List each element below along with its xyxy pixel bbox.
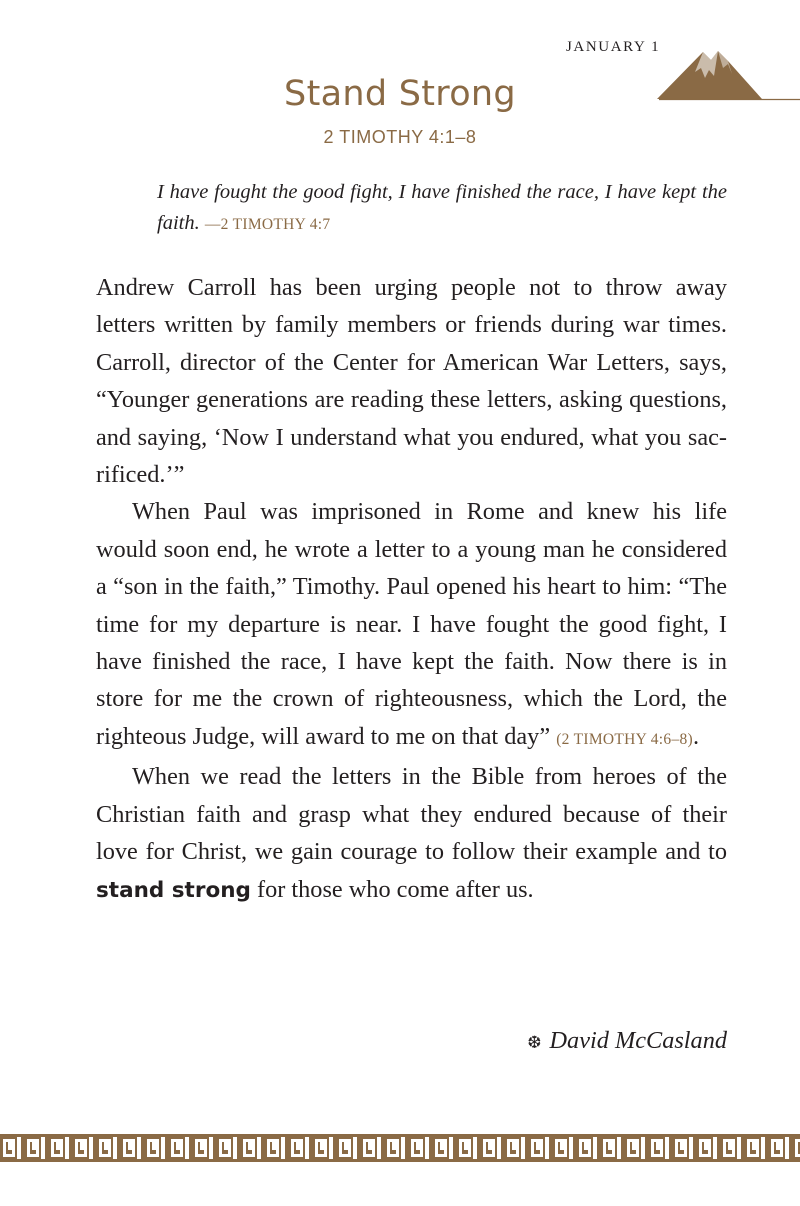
inline-reference: (2 TIMOTHY 4:6–8)	[556, 730, 694, 748]
key-verse	[157, 177, 727, 240]
paragraph-1: Andrew Carroll has been urging people not to throw away letters written by family members or friends during war times. Carroll, director of the Center for American War Letters, says, “Younger generations are reading these letters, asking questions, and saying, ‘Now I understand what you endured, what you sacrificed.’”	[96, 274, 727, 489]
paragraph-2-text: When Paul was imprisoned in Rome and knew his life would soon end, he wrote a letter to a young man he considered a “son in the faith,” Timothy. Paul opened his heart to him: “The time for my departure is near. I have fought the good fight, I have finished the race, I have kept the faith. Now there is in store for me the crown of righteousness, which the Lord, the righteous Judge, will award to me on that day”	[96, 498, 727, 750]
paragraph-2-end: .	[693, 722, 700, 750]
greek-key-border	[0, 1134, 800, 1162]
verse-text: I have fought the good fight, I have finished the race, I have kept the faith.	[157, 181, 727, 234]
paragraph-3-after: for those who come after us.	[257, 875, 534, 903]
page-title: Stand Strong	[284, 74, 516, 114]
paragraph-3	[96, 758, 727, 909]
emphasis-text: stand strong	[96, 877, 251, 903]
fleuron-icon: ❆	[527, 1033, 542, 1052]
paragraph-2	[96, 493, 727, 758]
paragraph-3-before: When we read the letters in the Bible from heroes of the Christian faith and grasp what they endured because of their love for Christ, we gain courage to follow their example and to	[96, 763, 727, 866]
author-signature	[482, 1022, 727, 1061]
scripture-reference: 2 TIMOTHY 4:1–8	[323, 127, 477, 147]
verse-reference: —2 TIMOTHY 4:7	[204, 216, 331, 233]
devotional-body	[96, 269, 727, 909]
author-name: David McCasland	[549, 1027, 727, 1054]
date-label: JANUARY 1	[566, 39, 661, 55]
